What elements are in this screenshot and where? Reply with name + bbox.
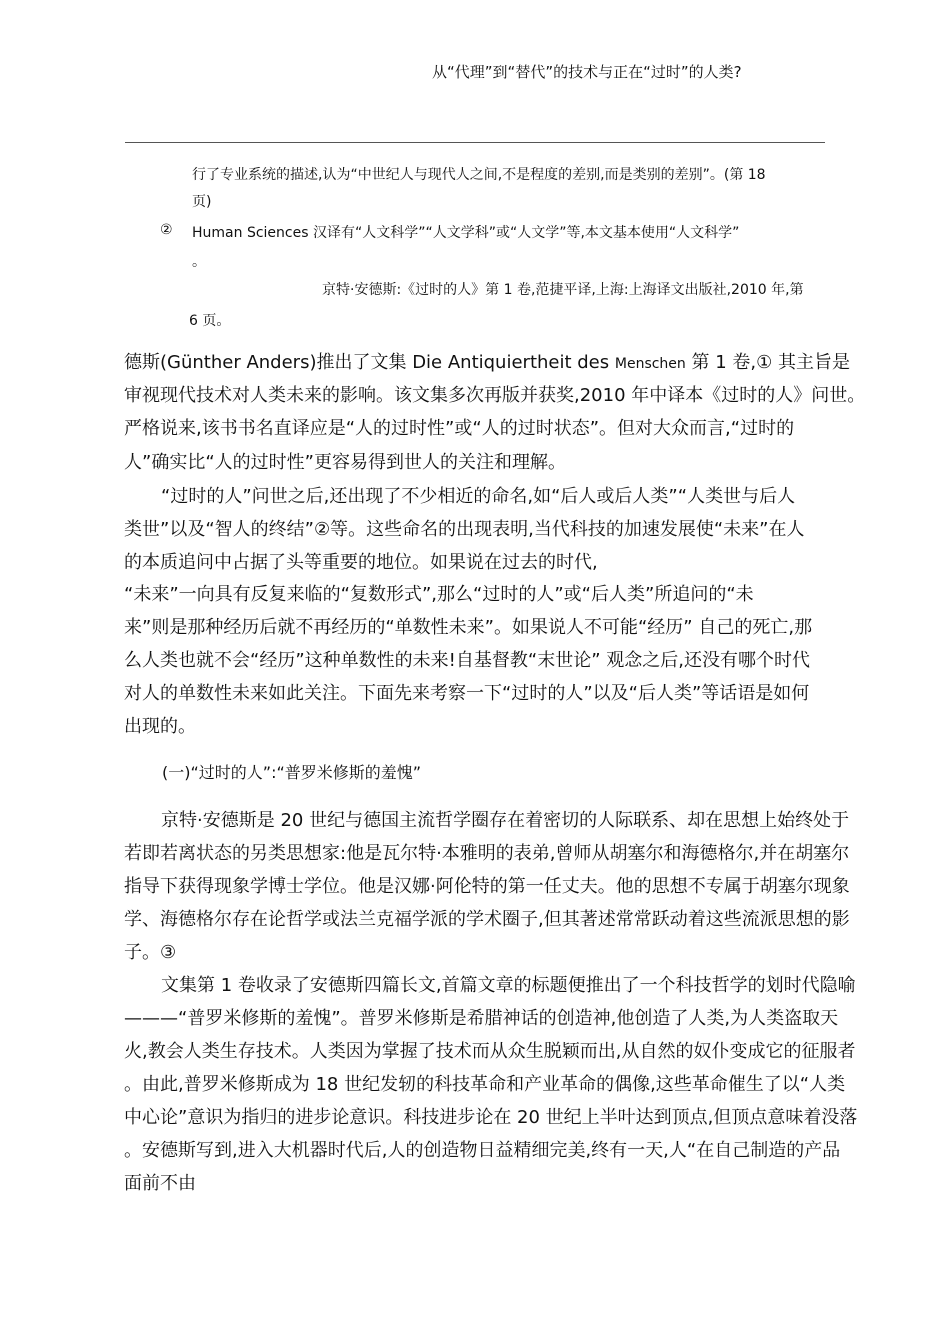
paragraph-4-line-5: 中心论”意识为指归的进步论意识。科技进步论在 20 世纪上半叶达到顶点,但顶点意味着没落 [124,1107,858,1128]
paragraph-4-line-4: 。由此,普罗米修斯成为 18 世纪发轫的科技革命和产业革命的偶像,这些革命催生了以“人类 [124,1074,846,1095]
paragraph-2-line-2: 类世”以及“智人的终结”②等。这些命名的出现表明,当代科技的加速发展使“未来”在人 [124,519,805,540]
header-rule [125,142,825,143]
section-heading: (一)“过时的人”:“普罗米修斯的羞愧” [162,763,422,782]
running-header: 从“代理”到“替代”的技术与正在“过时”的人类? [432,63,742,81]
paragraph-3-line-4: 学、海德格尔存在论哲学或法兰克福学派的学术圈子,但其著述常常跃动着这些流派思想的影 [124,909,850,930]
paragraph-4-line-2: ———“普罗米修斯的羞愧”。普罗米修斯是希腊神话的创造神,他创造了人类,为人类盗取天 [124,1008,839,1029]
footnote-2-line-1: Human Sciences 汉译有“人文科学”“人文学科”或“人文学”等,本文基本使用“人文科学” [192,225,740,241]
footnote-continuation-line-2: 页) [192,194,212,210]
paragraph-4-line-7: 面前不由 [124,1173,196,1194]
footnote-2-line-2: 。 [192,254,206,270]
footnote-1-line-1: 京特·安德斯:《过时的人》第 1 卷,范捷平译,上海:上海译文出版社,2010 年,第 [322,282,804,298]
paragraph-1-line-1b: Menschen [614,356,686,372]
paragraph-3-line-2: 若即若离状态的另类思想家:他是瓦尔特·本雅明的表弟,曾师从胡塞尔和海德格尔,并在胡塞尔 [124,843,850,864]
footnote-continuation-line-1: 行了专业系统的描述,认为“中世纪人与现代人之间,不是程度的差别,而是类别的差别”。(第 18 [192,167,766,183]
paragraph-2-line-1: “过时的人”问世之后,还出现了不少相近的命名,如“后人或后人类”“人类世与后人 [161,486,796,507]
paragraph-1-line-2: 审视现代技术对人类未来的影响。该文集多次再版并获奖,2010 年中译本《过时的人》问世。 [124,385,866,406]
paragraph-1-line-4: 人”确实比“人的过时性”更容易得到世人的关注和理解。 [124,452,566,473]
paragraph-2-line-6: 么人类也就不会“经历”这种单数性的未来!自基督教“末世论” 观念之后,还没有哪个时代 [124,650,810,671]
paragraph-2-line-4: “未来”一向具有反复来临的“复数形式”,那么“过时的人”或“后人类”所追问的“未 [124,584,754,605]
paragraph-4-line-3: 火,教会人类生存技术。人类因为掌握了技术而从众生脱颖而出,从自然的奴仆变成它的征服者 [124,1041,856,1062]
paragraph-1-line-1a: 德斯(Günther Anders)推出了文集 Die Antiquiertheit des [124,352,615,373]
footnote-1-line-2: 6 页。 [189,313,231,329]
footnote-2-marker: ② [160,222,173,238]
paragraph-4-line-6: 。安德斯写到,进入大机器时代后,人的创造物日益精细完美,终有一天,人“在自己制造的产品 [124,1140,841,1161]
paragraph-2-line-5: 来”则是那种经历后就不再经历的“单数性未来”。如果说人不可能“经历” 自己的死亡,那 [124,617,813,638]
paragraph-3-line-3: 指导下获得现象学博士学位。他是汉娜·阿伦特的第一任丈夫。他的思想不专属于胡塞尔现象 [124,876,850,897]
paragraph-1-line-1 [124,348,850,374]
paragraph-2-line-7: 对人的单数性未来如此关注。下面先来考察一下“过时的人”以及“后人类”等话语是如何 [124,683,810,704]
paragraph-3-line-1: 京特·安德斯是 20 世纪与德国主流哲学圈存在着密切的人际联系、却在思想上始终处于 [161,810,850,831]
paragraph-3-line-5: 子。③ [124,942,177,963]
paragraph-2-line-8: 出现的。 [124,716,196,737]
paragraph-2-line-3: 的本质追问中占据了头等重要的地位。如果说在过去的时代, [124,552,598,573]
paragraph-1-line-1c: 第 1 卷,① 其主旨是 [685,352,850,373]
paragraph-4-line-1: 文集第 1 卷收录了安德斯四篇长文,首篇文章的标题便推出了一个科技哲学的划时代隐喻 [161,975,856,996]
paragraph-1-line-3: 严格说来,该书书名直译应是“人的过时性”或“人的过时状态”。但对大众而言,“过时的 [124,418,795,439]
